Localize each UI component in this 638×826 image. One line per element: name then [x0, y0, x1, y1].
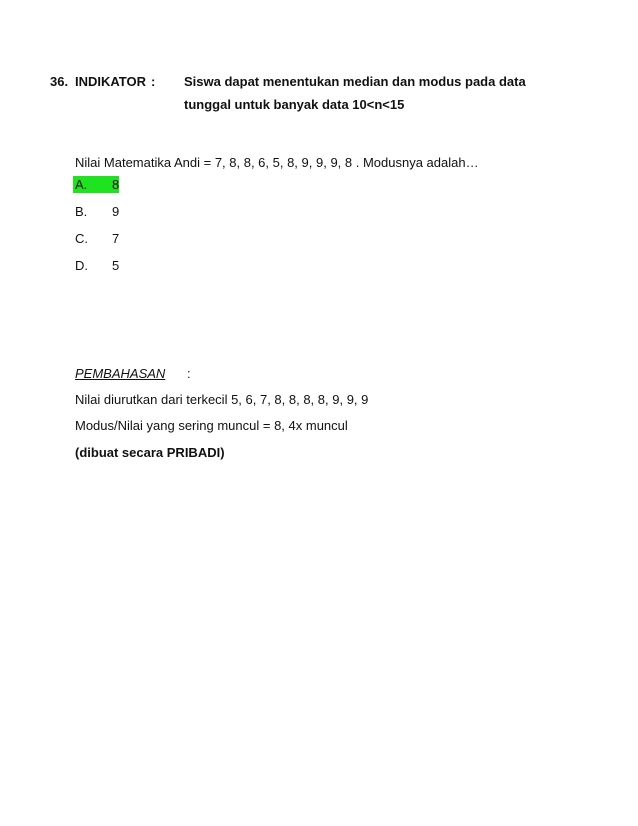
question-number: 36.: [50, 74, 69, 89]
option-d-letter: D.: [75, 258, 88, 273]
option-a-value: 8: [112, 177, 120, 192]
indicator-text-line1: Siswa dapat menentukan median dan modus pada data: [184, 74, 526, 89]
option-b-value: 9: [112, 204, 120, 219]
option-d-value: 5: [112, 258, 120, 273]
option-c-value: 7: [112, 231, 120, 246]
option-b-letter: B.: [75, 204, 88, 219]
discussion-note: (dibuat secara PRIBADI): [75, 445, 225, 460]
discussion-colon: :: [187, 366, 191, 381]
indicator-label: INDIKATOR: [75, 74, 147, 89]
question-text: Nilai Matematika Andi = 7, 8, 8, 6, 5, 8, 9, 9, 9, 8 . Modusnya adalah…: [75, 155, 479, 170]
discussion-label: PEMBAHASAN: [75, 366, 166, 381]
option-c-letter: C.: [75, 231, 88, 246]
option-a-letter: A.: [75, 177, 88, 192]
discussion-line1: Nilai diurutkan dari terkecil 5, 6, 7, 8, 8, 8, 8, 9, 9, 9: [75, 392, 369, 407]
discussion-line2: Modus/Nilai yang sering muncul = 8, 4x muncul: [75, 418, 348, 433]
indicator-text-line2: tunggal untuk banyak data 10<n<15: [184, 97, 405, 112]
indicator-colon: :: [151, 74, 156, 89]
